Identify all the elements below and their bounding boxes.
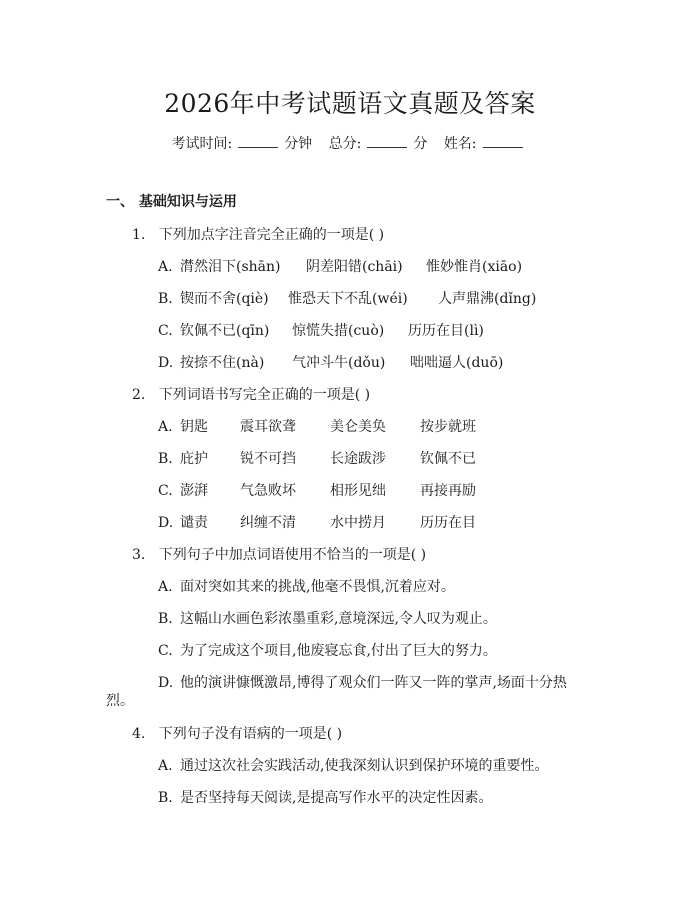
q3-option-b[interactable]: B. 这幅山水画色彩浓墨重彩,意境深远,令人叹为观止。: [158, 611, 497, 627]
q1-option-b[interactable]: B. 锲而不舍(qiè) 惟恐天下不乱(wéi) 人声鼎沸(dǐng): [158, 291, 537, 307]
time-blank[interactable]: [238, 137, 278, 148]
q1-option-a[interactable]: A. 潸然泪下(shān) 阴差阳错(chāi) 惟妙惟肖(xiāo): [158, 259, 523, 275]
time-field: 考试时间: 分钟: [171, 136, 313, 152]
q2-option-d[interactable]: D. 谴责 纠缠不清 水中捞月 历历在目: [158, 515, 476, 531]
q1-option-c[interactable]: C. 钦佩不已(qīn) 惊慌失措(cuò) 历历在目(lì): [158, 323, 484, 339]
question-2: 2. 下列词语书写完全正确的一项是( ): [132, 387, 371, 403]
q4-option-a[interactable]: A. 通过这次社会实践活动,使我深刻认识到保护环境的重要性。: [158, 758, 549, 774]
question-4: 4. 下列句子没有语病的一项是( ): [132, 726, 343, 742]
score-blank[interactable]: [367, 137, 407, 148]
name-field: 姓名:: [444, 136, 529, 152]
q2-option-c[interactable]: C. 澎湃 气急败坏 相形见绌 再接再励: [158, 483, 476, 499]
page-title: 2026年中考试题语文真题及答案: [164, 89, 536, 118]
q3-option-d[interactable]: D. 他的演讲慷慨激昂,博得了观众们一阵又一阵的掌声,场面十分热: [158, 675, 567, 691]
q3-option-a[interactable]: A. 面对突如其来的挑战,他毫不畏惧,沉着应对。: [158, 579, 455, 595]
question-3: 3. 下列句子中加点词语使用不恰当的一项是( ): [132, 547, 427, 563]
exam-info-line: [0, 133, 700, 153]
q2-option-a[interactable]: A. 钥匙 震耳欲聋 美仑美奂 按步就班: [158, 419, 476, 435]
question-1: 1. 下列加点字注音完全正确的一项是( ): [132, 227, 385, 243]
name-blank[interactable]: [483, 137, 523, 148]
q1-option-d[interactable]: D. 按捺不住(nà) 气冲斗牛(dǒu) 咄咄逼人(duō): [158, 355, 504, 371]
q2-option-b[interactable]: B. 庇护 锐不可挡 长途跋涉 钦佩不已: [158, 451, 476, 467]
score-field: 总分: 分: [328, 136, 428, 152]
q4-option-b[interactable]: B. 是否坚持每天阅读,是提高写作水平的决定性因素。: [158, 790, 493, 806]
q3-option-c[interactable]: C. 为了完成这个项目,他废寝忘食,付出了巨大的努力。: [158, 643, 497, 659]
section-heading: 一、 基础知识与运用: [106, 194, 237, 210]
q3-option-d-continuation: 烈。: [106, 693, 134, 709]
